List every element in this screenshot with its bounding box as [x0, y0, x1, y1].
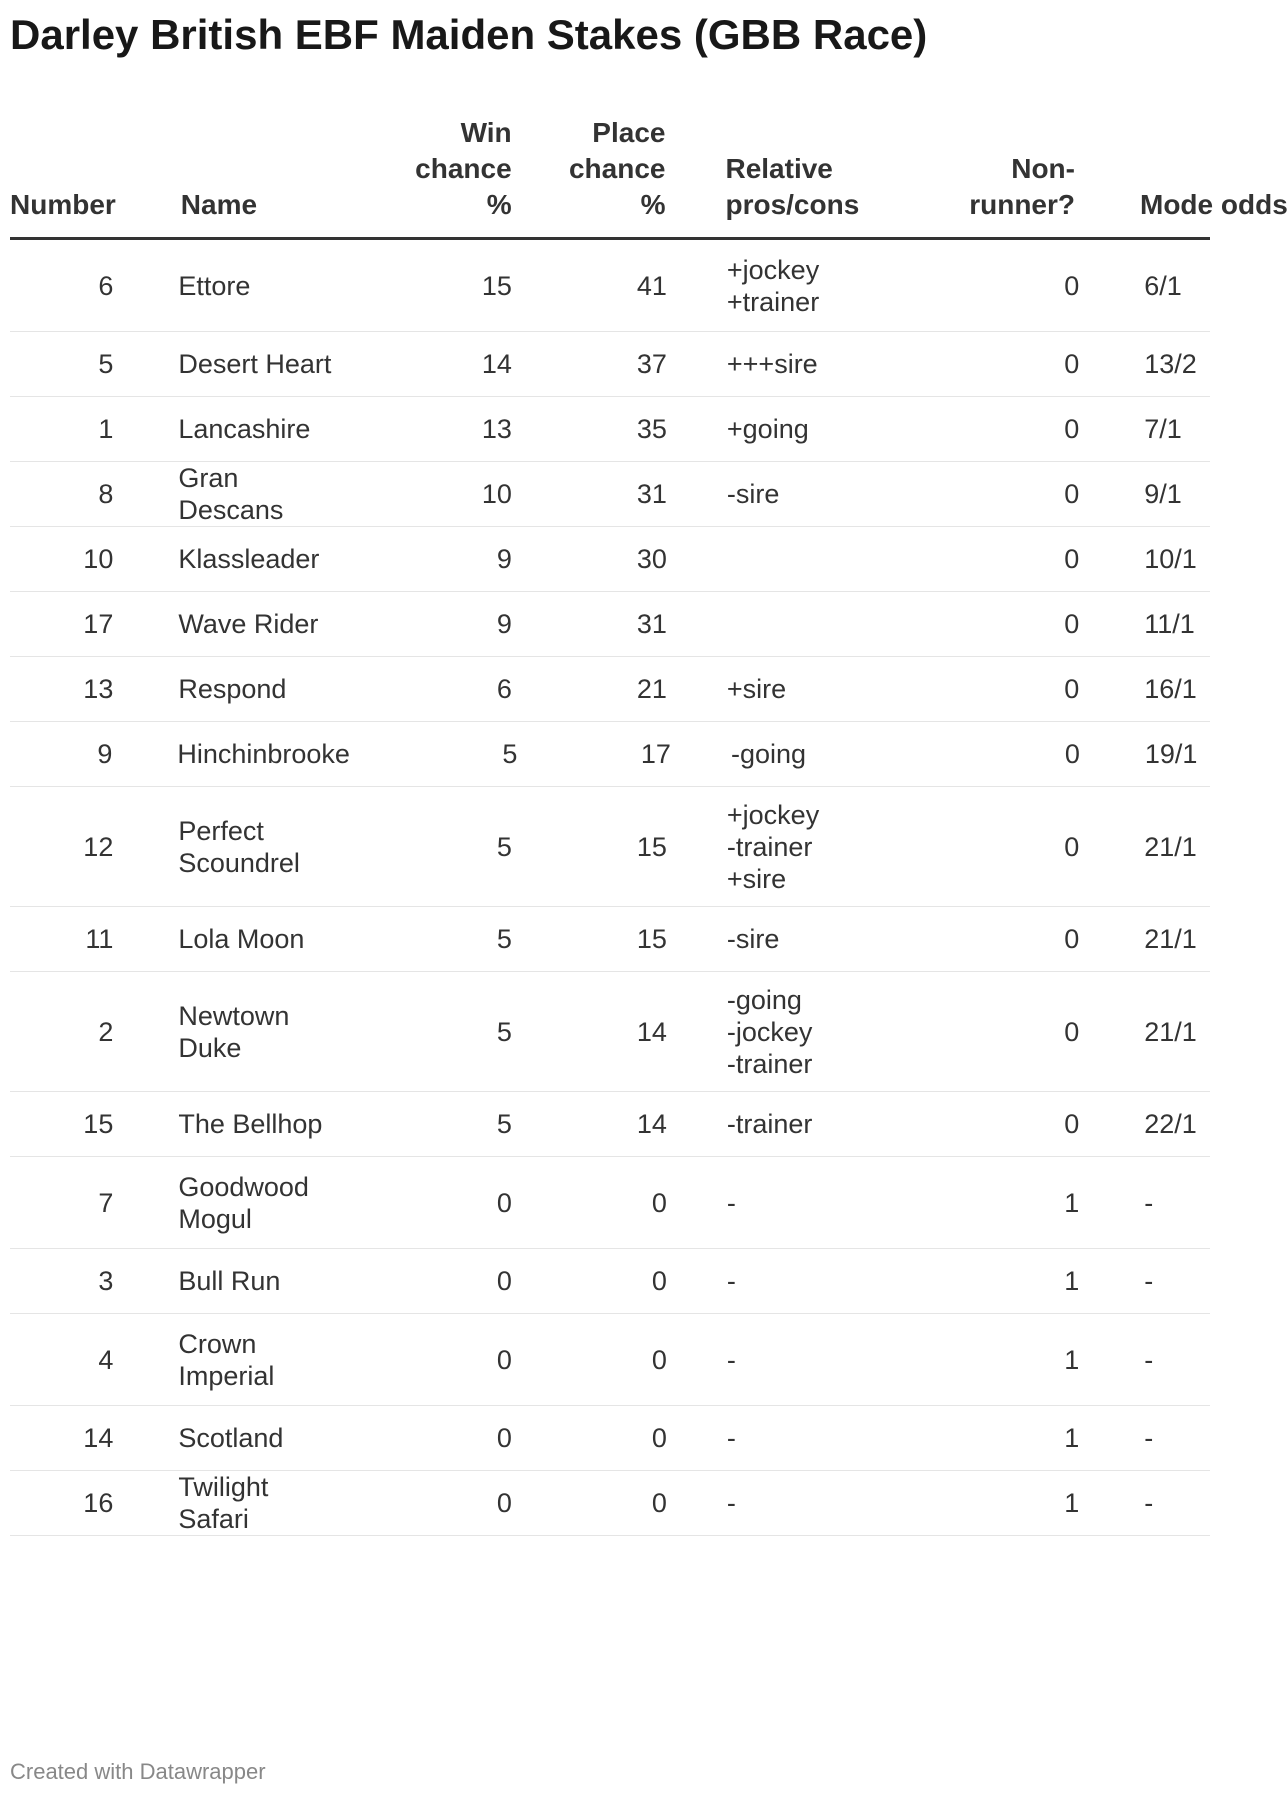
header-place-chance: Place chance %: [568, 117, 666, 220]
cell-relative-pros-cons: +jockey +trainer: [726, 254, 820, 317]
cell-relative-pros-cons: -: [726, 1488, 736, 1518]
cell-relative-pros-cons: +going: [726, 414, 809, 444]
cell-number: 2: [98, 1016, 114, 1047]
cell-win-chance: 5: [496, 924, 512, 954]
cell-place-chance: 0: [651, 1187, 667, 1218]
cell-name: Newtown Duke: [178, 1000, 290, 1063]
cell-relative-pros-cons: -: [726, 1266, 736, 1296]
cell-number: 14: [83, 1423, 114, 1453]
cell-mode-odds: 7/1: [1144, 414, 1182, 444]
header-mode-odds: Mode odds: [1140, 189, 1288, 220]
cell-relative-pros-cons: +++sire: [726, 349, 818, 379]
cell-non-runner: 0: [1064, 609, 1080, 639]
table-row: [10, 240, 1210, 332]
cell-place-chance: 41: [636, 270, 667, 301]
cell-name: Gran Descans: [178, 463, 284, 525]
table-body: [10, 240, 1210, 1536]
cell-name: Lola Moon: [178, 924, 305, 954]
cell-name: Goodwood Mogul: [178, 1171, 309, 1234]
cell-mode-odds: 9/1: [1144, 479, 1182, 509]
cell-win-chance: 0: [496, 1266, 512, 1296]
cell-relative-pros-cons: -sire: [726, 924, 780, 954]
cell-relative-pros-cons: -: [726, 1187, 736, 1218]
cell-number: 5: [98, 349, 114, 379]
table-row: [10, 787, 1210, 907]
table-row: [10, 1471, 1210, 1536]
cell-number: 6: [98, 270, 114, 301]
cell-mode-odds: -: [1144, 1187, 1154, 1218]
cell-name: Twilight Safari: [178, 1472, 269, 1534]
cell-mode-odds: 13/2: [1144, 349, 1197, 379]
cell-number: 12: [83, 831, 114, 862]
cell-relative-pros-cons: -trainer: [726, 1109, 813, 1139]
table-row: [10, 397, 1210, 462]
cell-non-runner: 0: [1064, 544, 1080, 574]
cell-win-chance: 10: [481, 479, 512, 509]
cell-place-chance: 37: [636, 349, 667, 379]
cell-place-chance: 15: [636, 831, 667, 862]
table-row: [10, 722, 1210, 787]
header-win-chance: Win chance %: [415, 117, 512, 220]
cell-non-runner: 0: [1064, 1016, 1080, 1047]
cell-non-runner: 0: [1064, 270, 1080, 301]
table-row: [10, 462, 1210, 527]
cell-mode-odds: -: [1144, 1488, 1154, 1518]
cell-place-chance: 30: [636, 544, 667, 574]
cell-name: Ettore: [178, 270, 251, 301]
cell-name: Hinchinbrooke: [177, 739, 350, 769]
cell-relative-pros-cons: -: [726, 1423, 736, 1453]
table-header: [10, 112, 1288, 240]
page-title: Darley British EBF Maiden Stakes (GBB Race): [10, 11, 928, 58]
cell-number: 11: [85, 924, 114, 954]
cell-place-chance: 0: [651, 1344, 667, 1375]
cell-relative-pros-cons: +jockey -trainer +sire: [726, 799, 820, 894]
table-row: [10, 1092, 1210, 1157]
cell-number: 13: [83, 674, 114, 704]
cell-name: Scotland: [178, 1423, 284, 1453]
cell-number: 15: [83, 1109, 114, 1139]
results-table: [10, 112, 1288, 1536]
cell-non-runner: 0: [1064, 1109, 1080, 1139]
cell-relative-pros-cons: -going -jockey -trainer: [726, 984, 813, 1079]
cell-number: 17: [83, 609, 114, 639]
cell-mode-odds: 11/1: [1144, 609, 1195, 639]
cell-place-chance: 35: [636, 414, 667, 444]
table-row: [10, 1406, 1210, 1471]
cell-mode-odds: 21/1: [1144, 831, 1197, 862]
cell-win-chance: 9: [496, 544, 512, 574]
cell-win-chance: 0: [496, 1423, 512, 1453]
cell-win-chance: 6: [496, 674, 512, 704]
table-row: [10, 332, 1210, 397]
cell-number: 7: [98, 1187, 114, 1218]
cell-non-runner: 0: [1064, 349, 1080, 379]
cell-place-chance: 31: [636, 609, 667, 639]
cell-non-runner: 0: [1064, 831, 1080, 862]
cell-non-runner: 0: [1064, 479, 1080, 509]
header-non-runner: Non- runner?: [969, 153, 1075, 220]
cell-non-runner: 0: [1064, 739, 1080, 769]
cell-number: 8: [98, 479, 114, 509]
table-row: [10, 592, 1210, 657]
cell-name: Bull Run: [178, 1266, 281, 1296]
table-row: [10, 1314, 1210, 1406]
cell-place-chance: 21: [636, 674, 667, 704]
cell-number: 1: [98, 414, 114, 444]
cell-mode-odds: -: [1144, 1423, 1154, 1453]
cell-non-runner: 1: [1064, 1344, 1080, 1375]
cell-win-chance: 9: [496, 609, 512, 639]
cell-mode-odds: -: [1144, 1266, 1154, 1296]
cell-non-runner: 1: [1064, 1423, 1080, 1453]
cell-mode-odds: 10/1: [1144, 544, 1197, 574]
cell-mode-odds: 21/1: [1144, 1016, 1197, 1047]
cell-win-chance: 5: [502, 739, 518, 769]
table-row: [10, 1249, 1210, 1314]
cell-name: Desert Heart: [178, 349, 332, 379]
table-row: [10, 907, 1210, 972]
cell-non-runner: 0: [1064, 924, 1080, 954]
cell-number: 4: [98, 1344, 114, 1375]
cell-non-runner: 1: [1064, 1187, 1080, 1218]
cell-number: 16: [83, 1488, 114, 1518]
cell-place-chance: 0: [651, 1488, 667, 1518]
cell-number: 3: [98, 1266, 114, 1296]
table-row: [10, 1157, 1210, 1249]
cell-place-chance: 0: [651, 1266, 667, 1296]
cell-win-chance: 0: [496, 1344, 512, 1375]
cell-mode-odds: -: [1144, 1344, 1154, 1375]
cell-win-chance: 13: [481, 414, 512, 444]
cell-number: 10: [83, 544, 114, 574]
header-name: Name: [180, 189, 258, 220]
cell-place-chance: 0: [651, 1423, 667, 1453]
cell-non-runner: 1: [1064, 1266, 1080, 1296]
cell-name: Wave Rider: [178, 609, 319, 639]
cell-win-chance: 0: [496, 1488, 512, 1518]
cell-relative-pros-cons: -: [726, 1344, 736, 1375]
cell-relative-pros-cons: -sire: [726, 479, 780, 509]
table-row: [10, 972, 1210, 1092]
cell-name: Respond: [178, 674, 287, 704]
cell-name: Perfect Scoundrel: [178, 815, 300, 878]
cell-win-chance: 0: [496, 1187, 512, 1218]
cell-relative-pros-cons: +sire: [726, 674, 787, 704]
cell-non-runner: 0: [1064, 414, 1080, 444]
cell-win-chance: 5: [496, 1016, 512, 1047]
cell-name: The Bellhop: [178, 1109, 323, 1139]
cell-relative-pros-cons: -going: [730, 739, 807, 769]
cell-non-runner: 0: [1064, 674, 1080, 704]
cell-name: Crown Imperial: [178, 1328, 275, 1391]
table-row: [10, 527, 1210, 592]
cell-win-chance: 14: [481, 349, 512, 379]
cell-mode-odds: 6/1: [1144, 270, 1182, 301]
cell-mode-odds: 19/1: [1144, 739, 1198, 769]
cell-win-chance: 15: [481, 270, 512, 301]
cell-name: Klassleader: [178, 544, 320, 574]
cell-place-chance: 14: [636, 1016, 667, 1047]
cell-mode-odds: 16/1: [1144, 674, 1197, 704]
cell-mode-odds: 21/1: [1144, 924, 1197, 954]
cell-place-chance: 15: [636, 924, 667, 954]
footer-credit: Created with Datawrapper: [10, 1759, 266, 1784]
cell-win-chance: 5: [496, 1109, 512, 1139]
cell-place-chance: 17: [640, 739, 671, 769]
table-row: [10, 657, 1210, 722]
cell-non-runner: 1: [1064, 1488, 1080, 1518]
header-relative-pros-cons: Relative pros/cons: [725, 153, 860, 220]
cell-number: 9: [97, 739, 113, 769]
cell-name: Lancashire: [178, 414, 311, 444]
header-number: Number: [10, 189, 116, 220]
cell-win-chance: 5: [496, 831, 512, 862]
cell-place-chance: 31: [636, 479, 667, 509]
cell-place-chance: 14: [636, 1109, 667, 1139]
cell-mode-odds: 22/1: [1144, 1109, 1197, 1139]
